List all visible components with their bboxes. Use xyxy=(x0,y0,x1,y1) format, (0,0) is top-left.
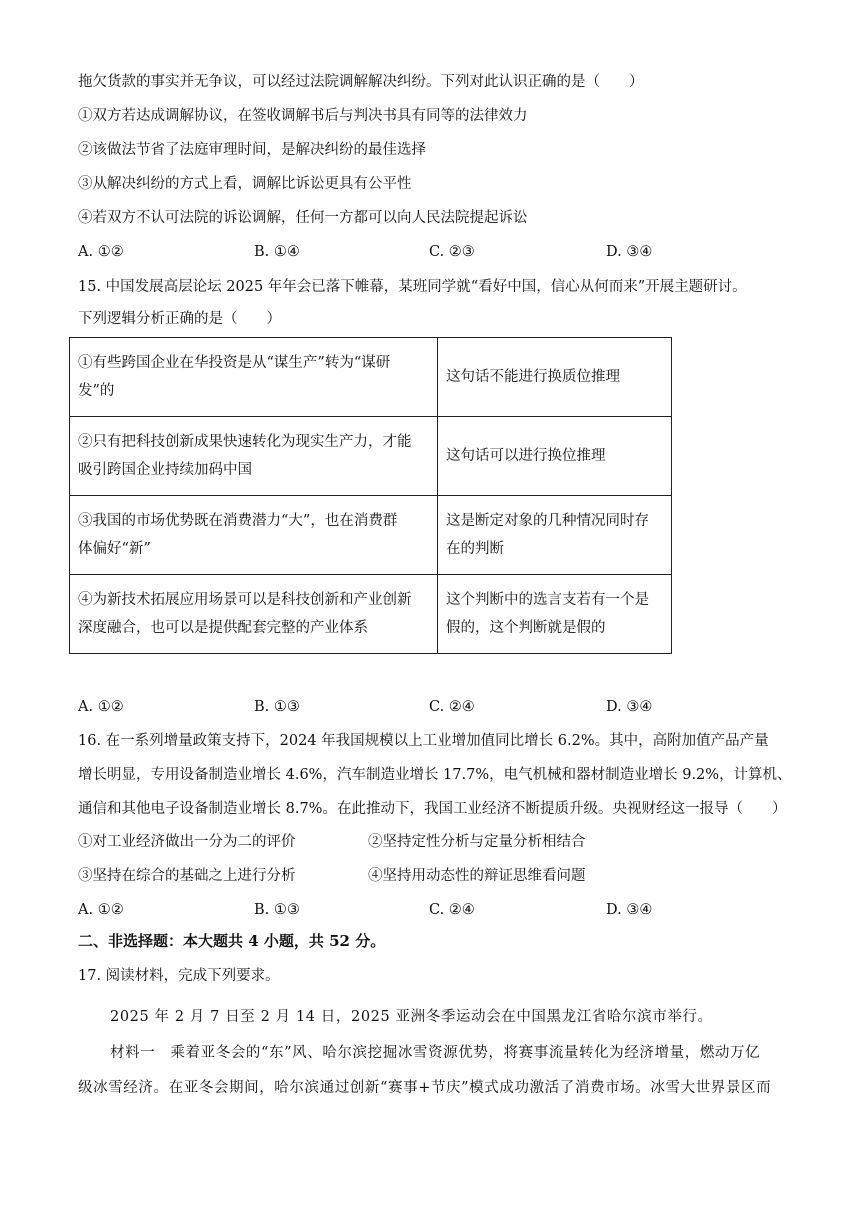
q16-option-c[interactable]: C. ②④ xyxy=(429,902,475,918)
table-row xyxy=(70,417,672,496)
q14-stem: 拖欠货款的事实并无争议，可以经过法院调解解决纠纷。下列对此认识正确的是（ ） xyxy=(78,74,644,90)
table-cell-statement-4: ④为新技术拓展应用场景可以是科技创新和产业创新 深度融合，也可以是提供配套完整的产业体系 xyxy=(70,575,438,654)
q17-material1-line2: 级冰雪经济。在亚冬会期间，哈尔滨通过创新“赛事+节庆”模式成功激活了消费市场。冰雪大世界景区而 xyxy=(78,1080,772,1096)
q15-option-c[interactable]: C. ②④ xyxy=(429,699,475,715)
q16-option-b[interactable]: B. ①③ xyxy=(254,902,300,918)
q14-option-a[interactable]: A. ①② xyxy=(78,244,124,260)
q15-option-d[interactable]: D. ③④ xyxy=(606,699,653,715)
q16-stem-line3: 通信和其他电子设备制造业增长 8.7%。在此推动下，我国工业经济不断提质升级。央视财经这一报导（ ） xyxy=(78,801,787,817)
q17-material1-line1: 材料一 乘着亚冬会的“东”风、哈尔滨挖掘冰雪资源优势，将赛事流量转化为经济增量，燃动万亿 xyxy=(110,1045,761,1061)
table-cell-statement-1: ①有些跨国企业在华投资是从“谋生产”转为“谋研 发”的 xyxy=(70,338,438,417)
q14-statement-2: ②该做法节省了法庭审理时间，是解决纠纷的最佳选择 xyxy=(78,142,426,158)
table-cell-statement-3: ③我国的市场优势既在消费潜力“大”，也在消费群 体偏好“新” xyxy=(70,496,438,575)
q16-stem-line2: 增长明显，专用设备制造业增长 4.6%，汽车制造业增长 17.7%，电气机械和器材制造业增长 9.2%，计算机、 xyxy=(78,767,792,783)
q15-option-a[interactable]: A. ①② xyxy=(78,699,124,715)
q14-options xyxy=(78,242,778,262)
q15-stem-line1: 15. 中国发展高层论坛 2025 年年会已落下帷幕，某班同学就“看好中国，信心从何而来”开展主题研讨。 xyxy=(78,279,747,295)
q15-stem-line2: 下列逻辑分析正确的是（ ） xyxy=(78,311,281,327)
q17-intro: 2025 年 2 月 7 日至 2 月 14 日，2025 亚洲冬季运动会在中国黑龙江省哈尔滨市举行。 xyxy=(110,1009,713,1025)
q17-stem: 17. 阅读材料，完成下列要求。 xyxy=(78,968,280,984)
q14-statement-1: ①双方若达成调解协议，在签收调解书后与判决书具有同等的法律效力 xyxy=(78,108,528,124)
table-row xyxy=(70,338,672,417)
table-cell-analysis-4: 这个判断中的选言支若有一个是 假的，这个判断就是假的 xyxy=(438,575,672,654)
q16-statements-row1 xyxy=(78,832,778,852)
table-cell-analysis-1: 这句话不能进行换质位推理 xyxy=(438,338,672,417)
q16-statement-1: ①对工业经济做出一分为二的评价 xyxy=(78,834,296,850)
q16-statement-2: ②坚持定性分析与定量分析相结合 xyxy=(368,834,586,850)
q16-statements-row2 xyxy=(78,866,778,886)
q16-statement-4: ④坚持用动态性的辩证思维看问题 xyxy=(368,868,586,884)
table-cell-analysis-3: 这是断定对象的几种情况同时存 在的判断 xyxy=(438,496,672,575)
table-row xyxy=(70,575,672,654)
q16-option-a[interactable]: A. ①② xyxy=(78,902,124,918)
q16-statement-3: ③坚持在综合的基础之上进行分析 xyxy=(78,868,296,884)
q15-options xyxy=(78,697,778,717)
q14-option-d[interactable]: D. ③④ xyxy=(606,244,653,260)
table-cell-analysis-2: 这句话可以进行换位推理 xyxy=(438,417,672,496)
section-title: 二、非选择题：本大题共 4 小题，共 52 分。 xyxy=(78,932,386,950)
q14-statement-4: ④若双方不认可法院的诉讼调解，任何一方都可以向人民法院提起诉讼 xyxy=(78,210,528,226)
q15-option-b[interactable]: B. ①③ xyxy=(254,699,300,715)
q14-option-b[interactable]: B. ①④ xyxy=(254,244,300,260)
table-row xyxy=(70,496,672,575)
q16-options xyxy=(78,900,778,920)
q16-stem-line1: 16. 在一系列增量政策支持下，2024 年我国规模以上工业增加值同比增长 6.2%。其中，高附加值产品产量 xyxy=(78,733,769,749)
table-cell-statement-2: ②只有把科技创新成果快速转化为现实生产力，才能 吸引跨国企业持续加码中国 xyxy=(70,417,438,496)
q14-option-c[interactable]: C. ②③ xyxy=(429,244,475,260)
q16-option-d[interactable]: D. ③④ xyxy=(606,902,653,918)
q14-statement-3: ③从解决纠纷的方式上看，调解比诉讼更具有公平性 xyxy=(78,176,412,192)
q15-logic-table xyxy=(69,337,672,654)
